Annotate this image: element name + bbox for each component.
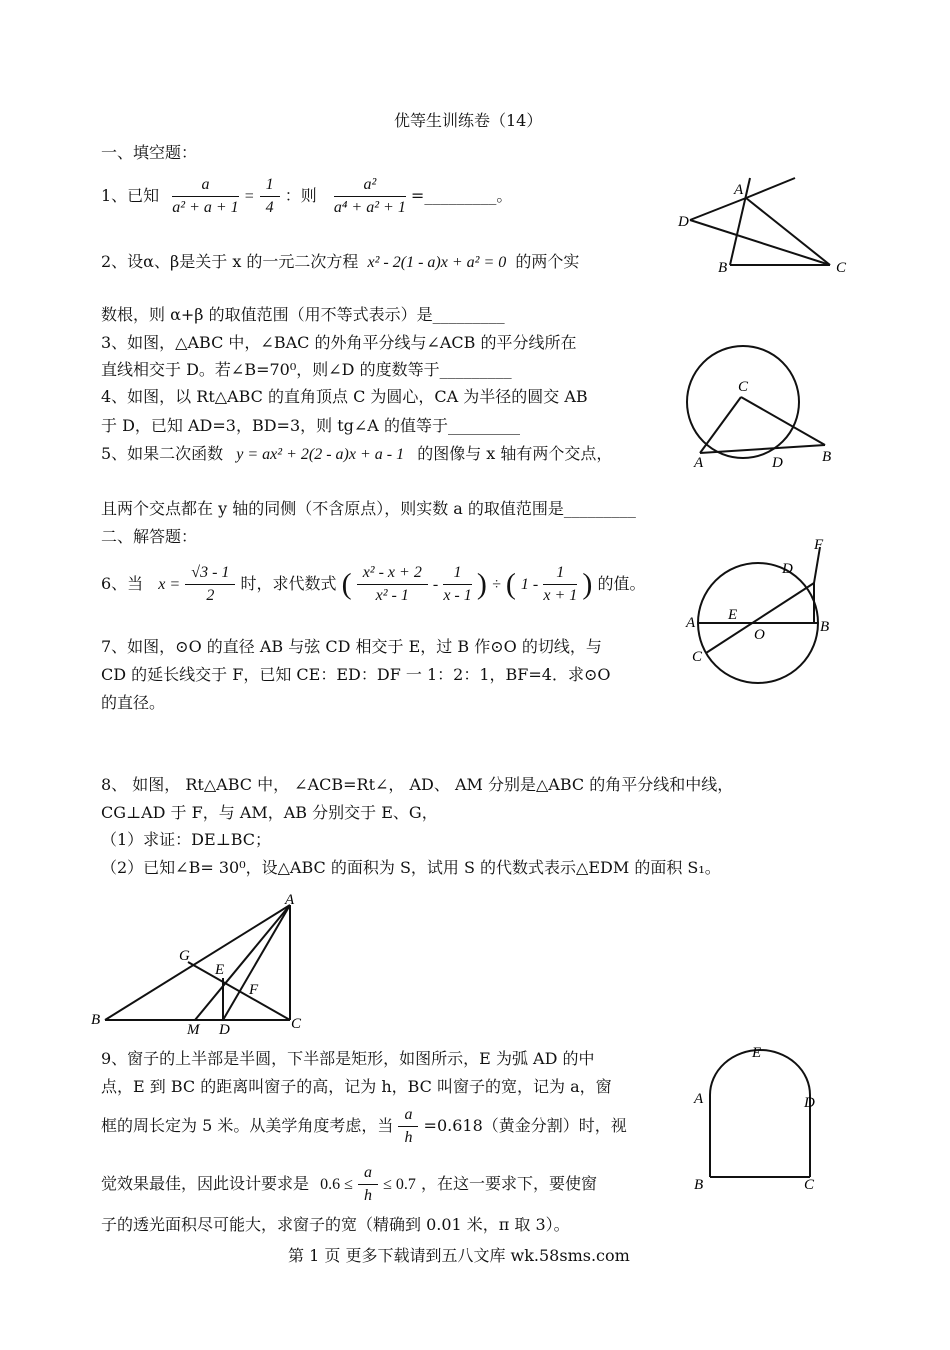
question-9-line-5: 子的透光面积尽可能大，求窗子的宽（精确到 0.01 米，π 取 3）。 [101, 1215, 570, 1234]
q2-equation: x² - 2(1 - a)x + a² = 0 [367, 254, 507, 271]
q5-equation: y = ax² + 2(2 - a)x + a - 1 [236, 446, 405, 463]
q1-fraction-3: $\frac{\text{a²}}{\text{a⁴ + a² + 1}}$ [333, 176, 406, 216]
question-7-line-3: 的直径。 [101, 693, 166, 712]
question-8-line-4: （2）已知∠B= 30⁰，设△ABC 的面积为 S，试用 S 的代数式表示△EDM 的面积 S₁。 [101, 858, 721, 877]
section-solve-heading: 二、解答题： [101, 527, 198, 546]
q9-ineq-fraction: $\frac{a}{h}$ [358, 1162, 378, 1207]
label-A: A [694, 1091, 704, 1107]
section-fill-heading: 一、填空题： [101, 143, 198, 162]
label-G: G [179, 948, 190, 964]
question-9-line-2: 点，E 到 BC 的距离叫窗子的高，记为 h，BC 叫窗子的宽，记为 a，窗 [101, 1077, 612, 1096]
label-E: E [215, 962, 225, 978]
label-C: C [692, 649, 703, 665]
label-D: D [219, 1022, 230, 1035]
question-2-line-1: 2、设α、β是关于 x 的一元二次方程 x² - 2(1 - a)x + a² = 0 的两个实 [101, 252, 580, 271]
page-footer: 第 1 页 更多下载请到五八文库 wk.58sms.com [288, 1246, 630, 1265]
question-2-line-2: 数根，则 α+β 的取值范围（用不等式表示）是_________ [101, 305, 505, 324]
question-3-line-2: 直线相交于 D。若∠B=70⁰，则∠D 的度数等于_________ [101, 360, 512, 379]
q6-x-fraction: $\frac{√3 - 1}{2}$ [185, 562, 235, 607]
q6-expr-fraction-1: $\frac{\text{x² - x + 2}}{\text{x² - 1}}$ [357, 562, 428, 607]
q6-expr-fraction-2: $\frac{1}{x - 1}$ [443, 564, 472, 604]
label-D: D [782, 561, 793, 577]
label-A: A [694, 455, 704, 471]
label-E: E [752, 1045, 762, 1061]
question-9-line-4: 觉效果最佳，因此设计要求是 0.6 ≤ $\frac{a}{h}$ ≤ 0.7 ，在这一要求下，要使窗 [101, 1162, 597, 1207]
label-B: B [718, 260, 728, 276]
question-8-line-3: （1）求证：DE⊥BC； [101, 830, 272, 849]
label-C: C [291, 1016, 302, 1032]
label-C: C [738, 379, 749, 395]
q1-mid: ：则 [284, 186, 317, 205]
question-3-line-1: 3、如图，△ABC 中，∠BAC 的外角平分线与∠ACB 的平分线所在 [101, 333, 577, 352]
label-D: D [772, 455, 783, 471]
q1-equals: = [243, 188, 255, 205]
label-M: M [187, 1022, 200, 1035]
figure-q8-triangle [85, 890, 315, 1035]
figure-q7-circle [680, 535, 840, 695]
label-B: B [820, 619, 830, 635]
label-A: A [734, 182, 744, 198]
q9-ratio-fraction: $\frac{a}{h}$ [398, 1104, 418, 1149]
question-9-line-3: 框的周长定为 5 米。从美学角度考虑，当 $\frac{a}{h}$ =0.618（黄金分割）时，视 [101, 1104, 627, 1149]
question-4-line-1: 4、如图，以 Rt△ABC 的直角顶点 C 为圆心，CA 为半径的圆交 AB [101, 387, 588, 406]
question-4-line-2: 于 D，已知 AD=3，BD=3，则 tg∠A 的值等于_________ [101, 416, 520, 435]
q1-fraction-1: $\frac{a}{\text{a² + a + 1}}$ [172, 176, 239, 216]
figure-q4-circle [680, 345, 850, 475]
question-8-line-1: 8、 如图， Rt△ABC 中， ∠ACB=Rt∠， AD、 AM 分别是△ABC 的角平分线和中线， [101, 775, 734, 794]
q1-suffix: =_________。 [410, 186, 513, 205]
question-9-line-1: 9、窗子的上半部是半圆，下半部是矩形，如图所示，E 为弧 AD 的中 [101, 1049, 595, 1068]
label-A: A [285, 892, 295, 908]
figure-q3-triangle [670, 170, 860, 280]
label-B: B [91, 1012, 101, 1028]
question-1 [101, 174, 512, 219]
label-C: C [836, 260, 847, 276]
question-8-line-2: CG⊥AD 于 F，与 AM，AB 分别交于 E、G， [101, 803, 438, 822]
page-title: 优等生训练卷（14） [394, 111, 543, 130]
label-F: F [249, 982, 259, 998]
label-A: A [686, 615, 696, 631]
figure-q9-window [690, 1045, 830, 1195]
question-5-line-2: 且两个交点都在 y 轴的同侧（不含原点），则实数 a 的取值范围是_________ [101, 499, 636, 518]
label-B: B [822, 449, 832, 465]
label-E: E [728, 607, 738, 623]
label-F: F [814, 537, 824, 553]
question-6: 6、当 x = $\frac{√3 - 1}{2}$ 时，求代数式 ( $\frac{\text{x² - x + 2}}{\text{x² - 1}}$ - $\frac{1}{x - 1}$ ) ÷ ( 1 - $\frac{1}{x + 1}$ ) 的值。 [101, 562, 645, 607]
question-5-line-1: 5、如果二次函数 y = ax² + 2(2 - a)x + a - 1 的图像与 x 轴有两个交点， [101, 444, 613, 463]
label-D: D [804, 1095, 815, 1111]
q6-expr-fraction-3: $\frac{1}{x + 1}$ [543, 564, 578, 604]
label-D: D [678, 214, 689, 230]
label-O: O [754, 627, 765, 643]
label-C: C [804, 1177, 815, 1193]
question-7-line-2: CD 的延长线交于 F，已知 CE：ED：DF 一 1：2：1，BF=4．求⊙O [101, 665, 611, 684]
q1-prefix: 1、已知 [101, 186, 160, 205]
q1-fraction-2: $\frac{1}{4}$ [260, 174, 280, 219]
label-B: B [694, 1177, 704, 1193]
question-7-line-1: 7、如图，⊙O 的直径 AB 与弦 CD 相交于 E，过 B 作⊙O 的切线，与 [101, 637, 602, 656]
